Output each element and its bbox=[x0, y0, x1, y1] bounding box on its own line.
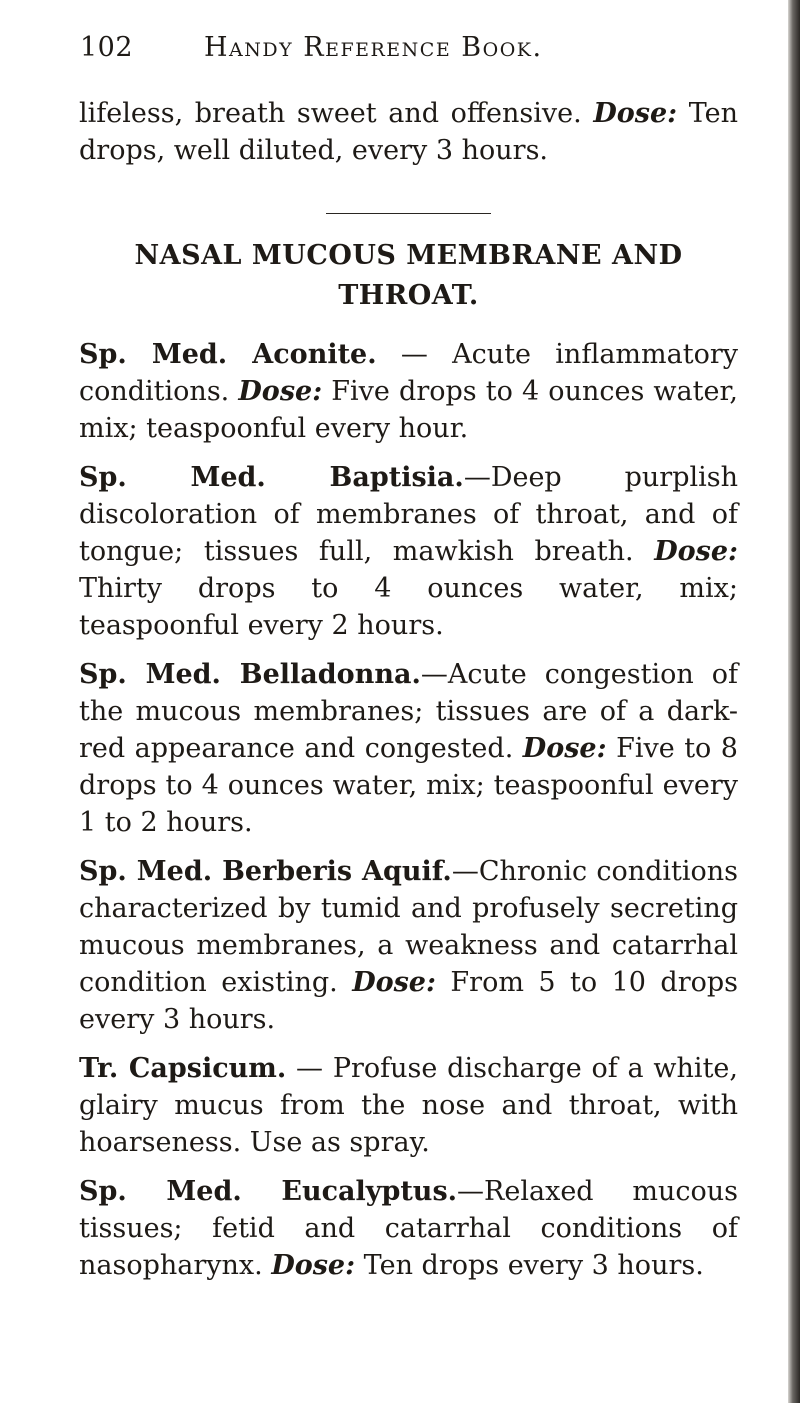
page-number: 102 bbox=[80, 32, 134, 63]
dose-text: Five drops to 4 ounces water, mix; teaspoonful every hour. bbox=[79, 376, 738, 444]
page-edge-shadow bbox=[788, 0, 800, 1403]
dose-text: From 5 to 10 drops every 3 hours. bbox=[79, 967, 739, 1035]
entry-name: Sp. Med. Belladonna. bbox=[79, 659, 421, 690]
dose-label: Dose: bbox=[593, 98, 678, 129]
entry-description: —Acute congestion of the mucous membranes; tissues are of a dark-red appearance and congested. bbox=[79, 659, 738, 764]
entry-berberis-aquif bbox=[79, 853, 738, 1038]
section-heading bbox=[79, 236, 738, 316]
book-title: Handy Reference Book. bbox=[204, 32, 543, 63]
entry-name: Sp. Med. Eucalyptus. bbox=[79, 1176, 458, 1207]
text-block bbox=[79, 95, 738, 1284]
dose-text: Ten drops every 3 hours. bbox=[355, 1250, 704, 1281]
entry-baptisia bbox=[79, 459, 738, 644]
entry-name: Sp. Med. Berberis Aquif. bbox=[79, 856, 452, 887]
entry-name: Sp. Med. Aconite. bbox=[79, 339, 377, 370]
continued-text: lifeless, breath sweet and offensive. bbox=[79, 98, 594, 129]
continued-paragraph bbox=[79, 95, 738, 169]
section-divider bbox=[326, 213, 491, 214]
dose-label: Dose: bbox=[238, 376, 323, 407]
entry-description: —Chronic conditions characterized by tumid and profusely secreting mucous membranes, a weakness and catarrhal condition existing. bbox=[79, 856, 739, 998]
entry-name: Tr. Capsicum. bbox=[79, 1053, 287, 1084]
dose-label: Dose: bbox=[522, 733, 607, 764]
entry-description: —Deep purplish discoloration of membranes of throat, and of tongue; tissues full, mawkish breath. bbox=[79, 462, 738, 567]
section-heading-line-1: NASAL MUCOUS MEMBRANE AND bbox=[134, 240, 683, 271]
entry-eucalyptus bbox=[79, 1173, 738, 1284]
heading-spacer bbox=[79, 316, 738, 324]
entry-description: — Acute inflammatory conditions. bbox=[79, 339, 738, 407]
dose-text: Five to 8 drops to 4 ounces water, mix; teaspoonful every 1 to 2 hours. bbox=[79, 733, 738, 838]
entry-description: —Relaxed mucous tissues; fetid and catarrhal conditions of nasopharynx. bbox=[79, 1176, 738, 1281]
entry-capsicum bbox=[79, 1050, 738, 1161]
dose-label: Dose: bbox=[654, 536, 738, 567]
entry-belladonna bbox=[79, 656, 738, 841]
dose-label: Dose: bbox=[271, 1250, 356, 1281]
section-heading-line-2: THROAT. bbox=[338, 280, 479, 311]
running-head bbox=[80, 28, 740, 68]
entry-description: — Profuse discharge of a white, glairy mucus from the nose and throat, with hoarseness. Use as spray. bbox=[79, 1053, 738, 1158]
dose-label: Dose: bbox=[352, 967, 436, 998]
entry-aconite bbox=[79, 336, 738, 447]
dose-text: Thirty drops to 4 ounces water, mix; teaspoonful every 2 hours. bbox=[79, 573, 738, 641]
entry-name: Sp. Med. Baptisia. bbox=[79, 462, 464, 493]
dose-text: Ten drops, well diluted, every 3 hours. bbox=[79, 98, 738, 166]
